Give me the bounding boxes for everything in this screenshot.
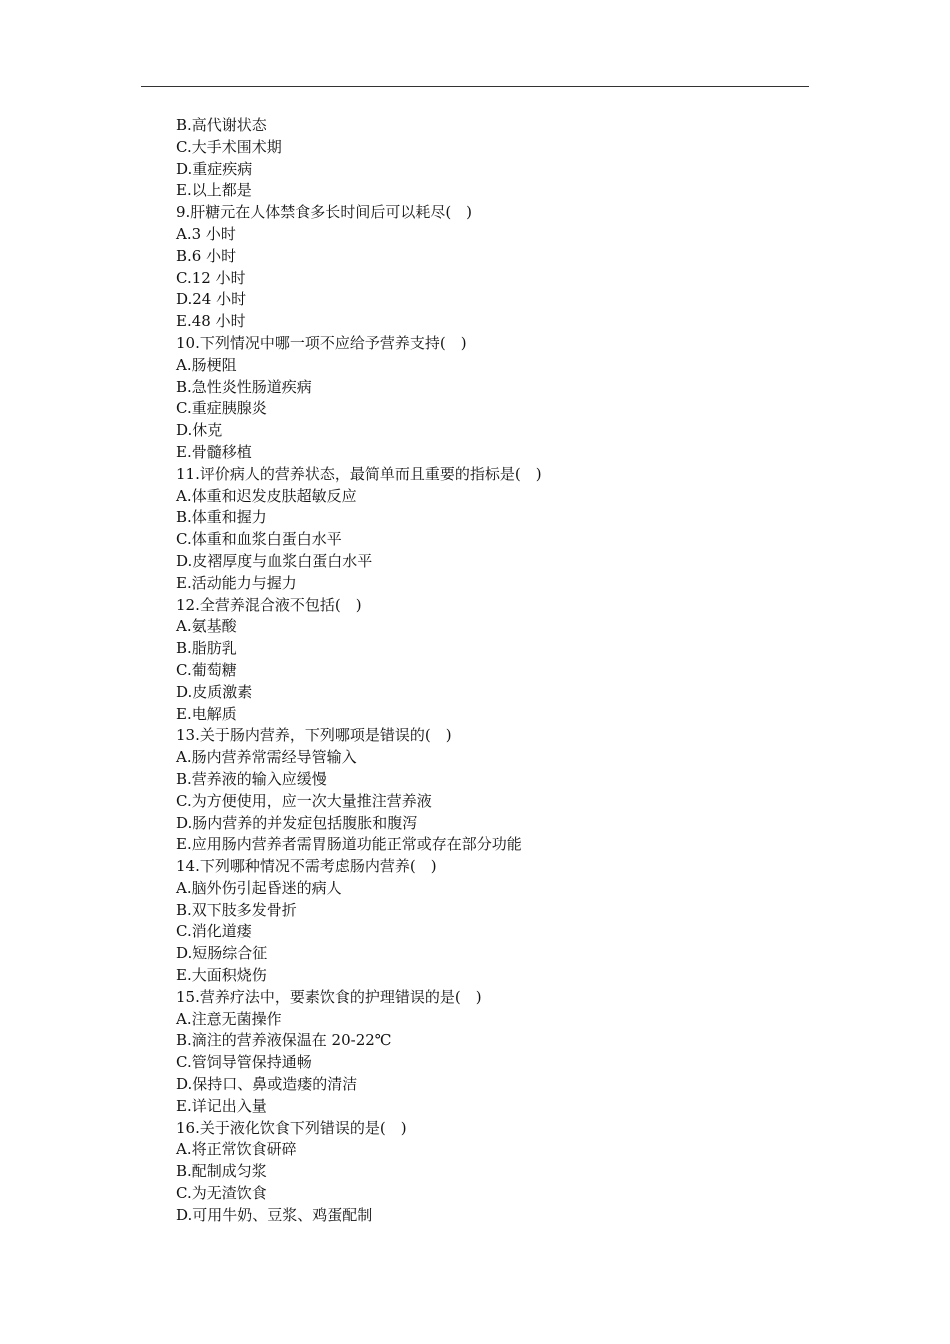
option-line: C.为方便使用，应一次大量推注营养液 — [176, 791, 432, 810]
option-line: C.体重和血浆白蛋白水平 — [176, 530, 342, 549]
option-line: E.48 小时 — [176, 312, 246, 331]
option-line: E.活动能力与握力 — [176, 573, 297, 592]
option-line: C.12 小时 — [176, 268, 246, 287]
option-line: E.骨髓移植 — [176, 442, 252, 461]
option-line: A.肠内营养常需经导管输入 — [176, 748, 357, 767]
option-line: D.皮质激素 — [176, 682, 253, 701]
header-rule — [141, 86, 809, 87]
option-line: B.6 小时 — [176, 246, 237, 265]
question-line: 10.下列情况中哪一项不应给予营养支持( ) — [176, 333, 467, 352]
option-line: D.短肠综合征 — [176, 944, 268, 963]
option-line: E.应用肠内营养者需胃肠道功能正常或存在部分功能 — [176, 835, 522, 854]
option-line: D.24 小时 — [176, 290, 247, 309]
option-line: D.保持口、鼻或造瘘的清洁 — [176, 1075, 358, 1094]
option-line: D.休克 — [176, 421, 223, 440]
option-line: A.体重和迟发皮肤超敏反应 — [176, 486, 357, 505]
question-line: 9.肝糖元在人体禁食多长时间后可以耗尽( ) — [176, 203, 473, 222]
option-line: B.急性炎性肠道疾病 — [176, 377, 312, 396]
option-line: B.双下肢多发骨折 — [176, 900, 297, 919]
option-line: A.将正常饮食研碎 — [176, 1140, 297, 1159]
question-line: 14.下列哪种情况不需考虑肠内营养( ) — [176, 857, 437, 876]
question-line: 16.关于液化饮食下列错误的是( ) — [176, 1118, 407, 1137]
option-line: B.营养液的输入应缓慢 — [176, 769, 327, 788]
option-line: D.重症疾病 — [176, 159, 253, 178]
option-line: C.消化道瘘 — [176, 922, 252, 941]
option-line: B.脂肪乳 — [176, 639, 237, 658]
option-line: D.可用牛奶、豆浆、鸡蛋配制 — [176, 1205, 373, 1224]
option-line: A.肠梗阻 — [176, 355, 237, 374]
question-line: 15.营养疗法中，要素饮食的护理错误的是( ) — [176, 987, 482, 1006]
option-line: C.大手术围术期 — [176, 137, 282, 156]
option-line: B.配制成匀浆 — [176, 1162, 267, 1181]
option-line: D.肠内营养的并发症包括腹胀和腹泻 — [176, 813, 418, 832]
option-line: E.详记出入量 — [176, 1096, 267, 1115]
question-line: 12.全营养混合液不包括( ) — [176, 595, 362, 614]
option-line: A.脑外伤引起昏迷的病人 — [176, 878, 342, 897]
option-line: E.大面积烧伤 — [176, 966, 267, 985]
option-line: C.葡萄糖 — [176, 660, 237, 679]
option-line: A.注意无菌操作 — [176, 1009, 282, 1028]
option-line: D.皮褶厚度与血浆白蛋白水平 — [176, 551, 373, 570]
option-line: A.氨基酸 — [176, 617, 237, 636]
option-line: A.3 小时 — [176, 224, 236, 243]
option-line: B.体重和握力 — [176, 508, 267, 527]
option-line: E.电解质 — [176, 704, 237, 723]
option-line: B.高代谢状态 — [176, 116, 267, 134]
option-line: C.为无渣饮食 — [176, 1184, 267, 1203]
option-line: B.滴注的营养液保温在 20-22℃ — [176, 1031, 392, 1050]
document-body — [176, 115, 796, 1227]
question-line: 13.关于肠内营养，下列哪项是错误的( ) — [176, 726, 452, 745]
question-line: 11.评价病人的营养状态，最简单而且重要的指标是( ) — [176, 464, 542, 483]
option-line: E.以上都是 — [176, 181, 252, 200]
option-line: C.重症胰腺炎 — [176, 399, 267, 418]
option-line: C.管饲导管保持通畅 — [176, 1053, 312, 1072]
